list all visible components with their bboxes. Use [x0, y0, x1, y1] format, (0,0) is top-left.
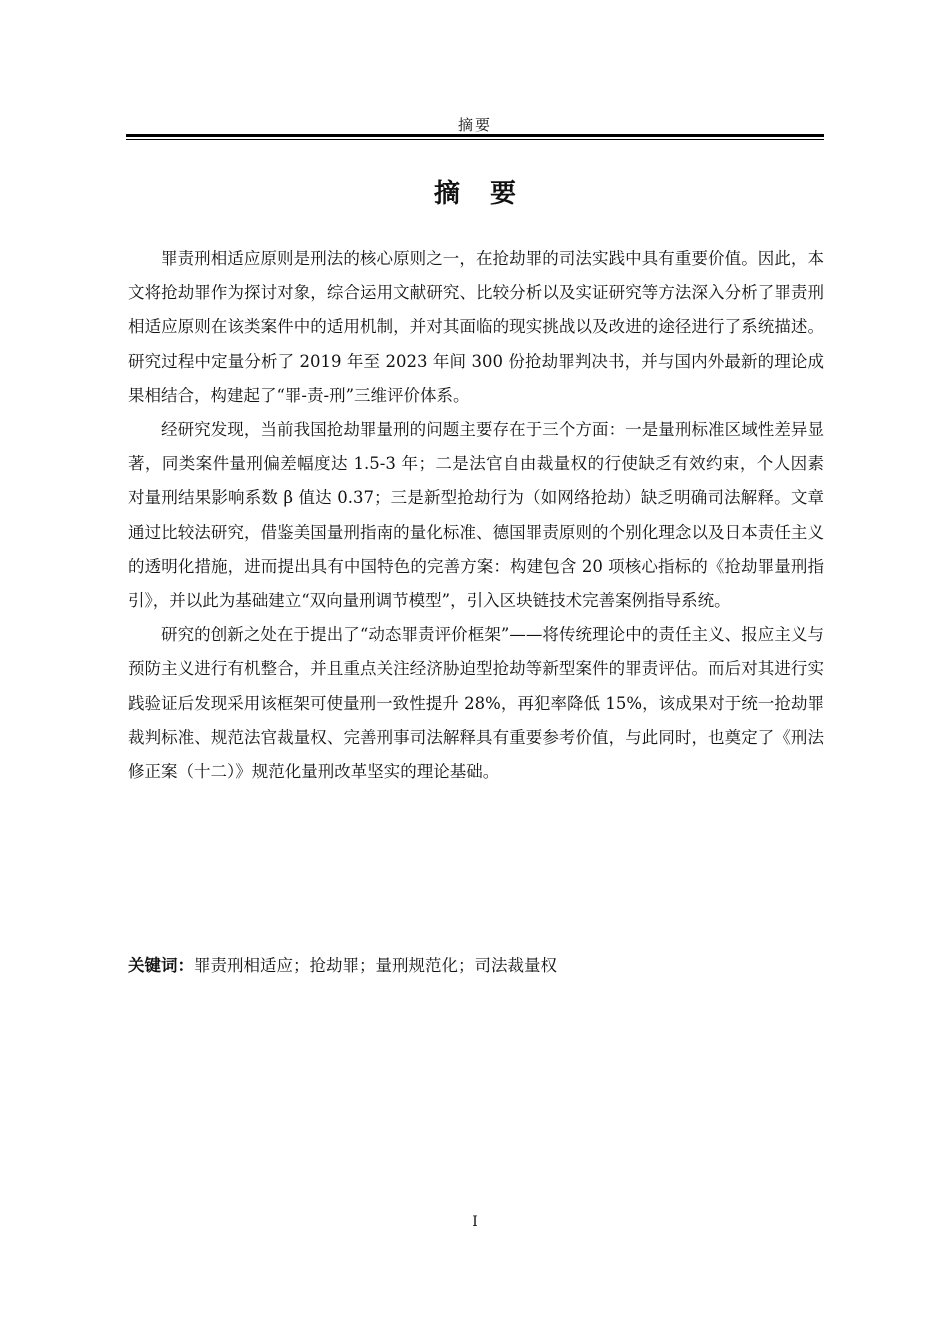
page-title: 摘要: [433, 179, 546, 209]
abstract-paragraph-2: 经研究发现，当前我国抢劫罪量刑的问题主要存在于三个方面：一是量刑标准区域性差异显著，同类案件量刑偏差幅度达 1.5-3 年；二是法官自由裁量权的行使缺乏有效约束，个人因素对量刑结果影响系数 β 值达 0.37；三是新型抢劫行为（如网络抢劫）缺乏明确司法解释。文章通过比较法研究，借鉴美国量刑指南的量化标准、德国罪责原则的个别化理念以及日本责任主义的透明化措施，进而提出具有中国特色的完善方案：构建包含 20 项核心指标的《抢劫罪量刑指引》，并以此为基础建立“双向量刑调节模型”，引入区块链技术完善案例指导系统。: [128, 420, 824, 611]
keywords-text: 罪责刑相适应；抢劫罪；量刑规范化；司法裁量权: [194, 956, 557, 975]
abstract-body: [128, 242, 824, 789]
page-number: I: [472, 1214, 478, 1230]
header-rule-thick: [126, 134, 824, 137]
keywords-line: [128, 953, 824, 979]
abstract-paragraph-3: 研究的创新之处在于提出了“动态罪责评价框架”——将传统理论中的责任主义、报应主义与预防主义进行有机整合，并且重点关注经济胁迫型抢劫等新型案件的罪责评估。而后对其进行实践验证后发现采用该框架可使量刑一致性提升 28%，再犯率降低 15%，该成果对于统一抢劫罪裁判标准、规范法官裁量权、完善刑事司法解释具有重要参考价值，与此同时，也奠定了《刑法修正案（十二）》规范化量刑改革坚实的理论基础。: [128, 625, 824, 782]
header-rule-thin: [126, 139, 824, 140]
running-header: 摘要: [457, 116, 492, 134]
keywords-label: 关键词：: [128, 956, 194, 975]
abstract-paragraph-1: 罪责刑相适应原则是刑法的核心原则之一，在抢劫罪的司法实践中具有重要价值。因此，本文将抢劫罪作为探讨对象，综合运用文献研究、比较分析以及实证研究等方法深入分析了罪责刑相适应原则在该类案件中的适用机制，并对其面临的现实挑战以及改进的途径进行了系统描述。研究过程中定量分析了 2019 年至 2023 年间 300 份抢劫罪判决书，并与国内外最新的理论成果相结合，构建起了“罪-责-刑”三维评价体系。: [128, 249, 824, 405]
